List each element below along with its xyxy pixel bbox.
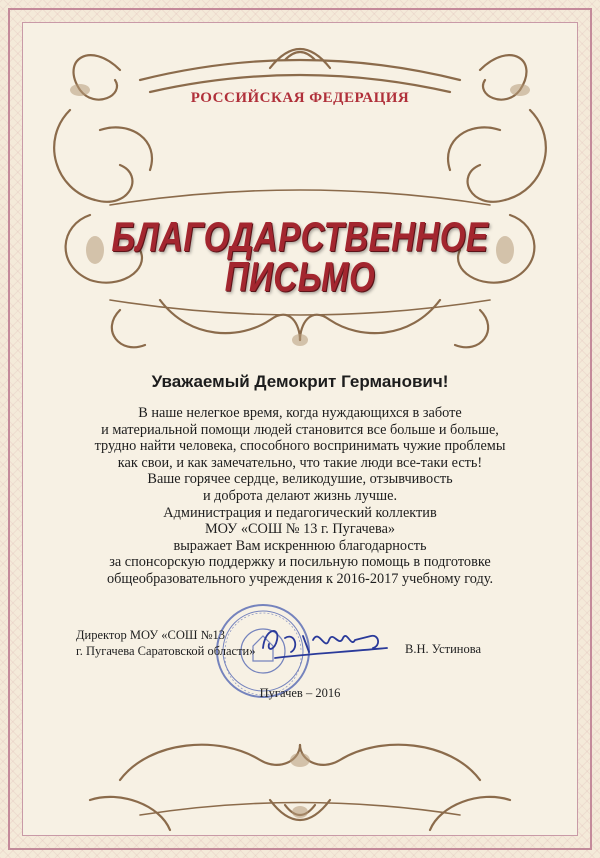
body-line: Ваше горячее сердце, великодушие, отзывчивость [147, 471, 453, 488]
body-line: В наше нелегкое время, когда нуждающихся в заботе [138, 405, 462, 421]
signatory-position [76, 627, 256, 659]
title-line-2: ПИСЬМО [224, 253, 376, 300]
body-line: выражает Вам искреннюю благодарность [173, 537, 427, 554]
position-line: г. Пугачева Саратовской области» [76, 644, 256, 658]
signatory-name: В.Н. Устинова [405, 642, 482, 656]
handwritten-signature [255, 618, 395, 668]
body-line: МОУ «СОШ № 13 г. Пугачева» [204, 521, 396, 538]
greeting: Уважаемый Демокрит Германович! [151, 372, 449, 391]
body-line: Администрация и педагогический коллектив [163, 504, 437, 521]
body-line: и материальной помощи людей становится все больше и больше, [101, 421, 499, 438]
body-line: как свои, и как замечательно, что такие люди все-таки есть! [117, 454, 483, 471]
position-line: Директор МОУ «СОШ №13 [76, 628, 226, 642]
body-line: за спонсорскую поддержку и посильную помощь в подготовке [109, 554, 491, 571]
body-line: трудно найти человека, способного воспринимать чужие проблемы [94, 438, 506, 455]
body-line: общеобразовательного учреждения к 2016-2017 учебному году. [106, 570, 494, 587]
letter-body [40, 405, 560, 588]
body-line: и доброта делают жизнь лучше. [202, 487, 398, 504]
title-line-1: БЛАГОДАРСТВЕННОЕ [111, 213, 489, 260]
country-header: РОССИЙСКАЯ ФЕДЕРАЦИЯ [190, 90, 410, 106]
city-year: Пугачев – 2016 [259, 686, 341, 700]
